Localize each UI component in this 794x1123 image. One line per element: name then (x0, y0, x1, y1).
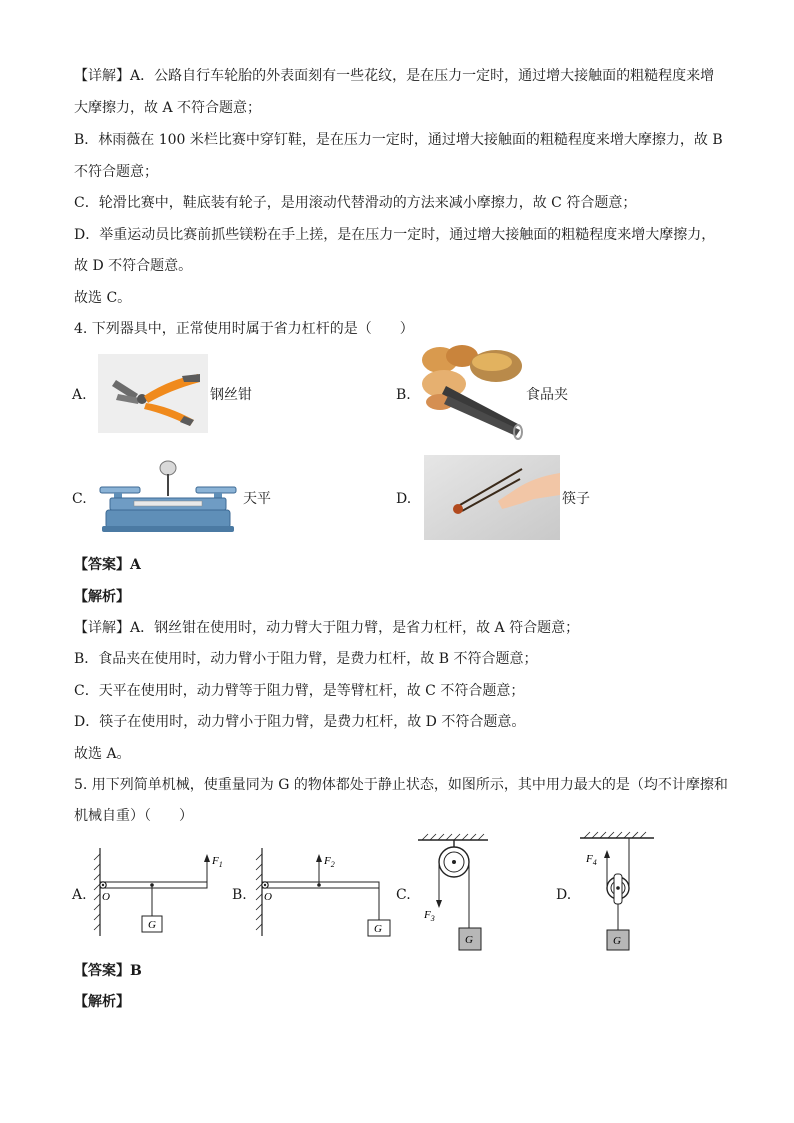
q4-analysis-heading: 【解析】 (74, 589, 130, 605)
force-f1-symbol: F (212, 855, 219, 867)
q4-stem: 4. 下列器具中，正常使用时属于省力杠杆的是（ ） (74, 321, 414, 337)
q4-option-c-label: 天平 (243, 491, 271, 507)
q4-detail-d: D．筷子在使用时，动力臂小于阻力臂，是费力杠杆，故 D 不符合题意。 (74, 714, 526, 730)
lever-b-weight-label: G (374, 923, 382, 935)
chopsticks-image (424, 455, 560, 540)
q5-stem-line2: 机械自重）（ ） (74, 808, 193, 824)
q4-option-a-letter: A. (72, 387, 87, 403)
q3-detail-d-line1: D．举重运动员比赛前抓些镁粉在手上搓，是在压力一定时，通过增大接触面的粗糙程度来增大摩擦力， (74, 227, 716, 243)
q4-option-b-letter: B. (396, 387, 411, 403)
q3-detail-a-line1 (74, 66, 714, 86)
q4-detail-a: 【详解】A．钢丝钳在使用时，动力臂大于阻力臂，是省力杠杆，故 A 符合题意； (74, 620, 580, 636)
q4-answer: 【答案】A (74, 557, 141, 573)
pulley-d-weight-label: G (613, 935, 621, 947)
force-f3-subscript: 3 (430, 914, 435, 923)
svg-text:F3 (423, 909, 435, 923)
q3-detail-c-line: C．轮滑比赛中，鞋底装有轮子，是用滚动代替滑动的方法来减小摩擦力，故 C 符合题意； (74, 195, 637, 211)
q5-option-c-letter: C. (396, 887, 411, 903)
svg-text:F4 (585, 853, 597, 867)
lever-b-pivot-label: O (264, 891, 272, 903)
lever-a-diagram (90, 844, 223, 944)
q3-detail-b-line1: B．林雨薇在 100 米栏比赛中穿钉鞋，是在压力一定时，通过增大接触面的粗糙程度来增大摩擦力，故 B (74, 132, 723, 148)
q5-option-b-letter: B. (232, 887, 247, 903)
force-f3-symbol: F (424, 909, 431, 921)
q4-detail-b: B．食品夹在使用时，动力臂小于阻力臂，是费力杠杆，故 B 不符合题意； (74, 651, 538, 667)
q4-option-b-label: 食品夹 (526, 387, 568, 403)
svg-text:F2 (323, 855, 335, 869)
q3-detail-a-line2: 大摩擦力，故 A 不符合题意； (74, 100, 262, 116)
q3-detail-b-line2: 不符合题意； (74, 164, 158, 180)
q5-answer: 【答案】B (74, 963, 142, 979)
q4-choice: 故选 A。 (74, 746, 131, 762)
force-f2-subscript: 2 (330, 860, 335, 869)
svg-text:F1 (211, 855, 223, 869)
pulley-d-diagram (576, 830, 666, 956)
q4-option-a-label: 钢丝钳 (210, 387, 252, 403)
q3-detail-d-line2: 故 D 不符合题意。 (74, 258, 193, 274)
q5-option-d-letter: D. (556, 887, 572, 903)
pulley-c-weight-label: G (465, 934, 473, 946)
lever-a-weight-label: G (148, 919, 156, 931)
balance-scale-image (96, 460, 240, 534)
q4-detail-c: C．天平在使用时，动力臂等于阻力臂，是等臂杠杆，故 C 不符合题意； (74, 683, 525, 699)
q4-option-d-letter: D. (396, 491, 412, 507)
q3-choice: 故选 C。 (74, 290, 132, 306)
q5-option-a-letter: A. (72, 887, 87, 903)
force-f2-symbol: F (324, 855, 331, 867)
force-f4-symbol: F (586, 853, 593, 865)
q5-stem-line1: 5. 用下列简单机械，使重量同为 G 的物体都处于静止状态，如图所示，其中用力最大的是（均不计摩擦和 (74, 777, 728, 793)
q4-option-d-label: 筷子 (562, 491, 590, 507)
q3-detail-a-text: 【详解】A．公路自行车轮胎的外表面刻有一些花纹，是在压力一定时，通过增大接触面的粗糙程度来增 (74, 68, 715, 84)
pliers-image (98, 354, 208, 433)
force-f1-subscript: 1 (218, 860, 223, 869)
force-f4-subscript: 4 (592, 858, 597, 867)
pulley-c-diagram (414, 830, 504, 956)
lever-a-pivot-label: O (102, 891, 110, 903)
q5-analysis-heading: 【解析】 (74, 994, 130, 1010)
lever-b-diagram (252, 844, 402, 944)
food-tongs-image (418, 344, 526, 444)
q4-option-c-letter: C. (72, 491, 87, 507)
